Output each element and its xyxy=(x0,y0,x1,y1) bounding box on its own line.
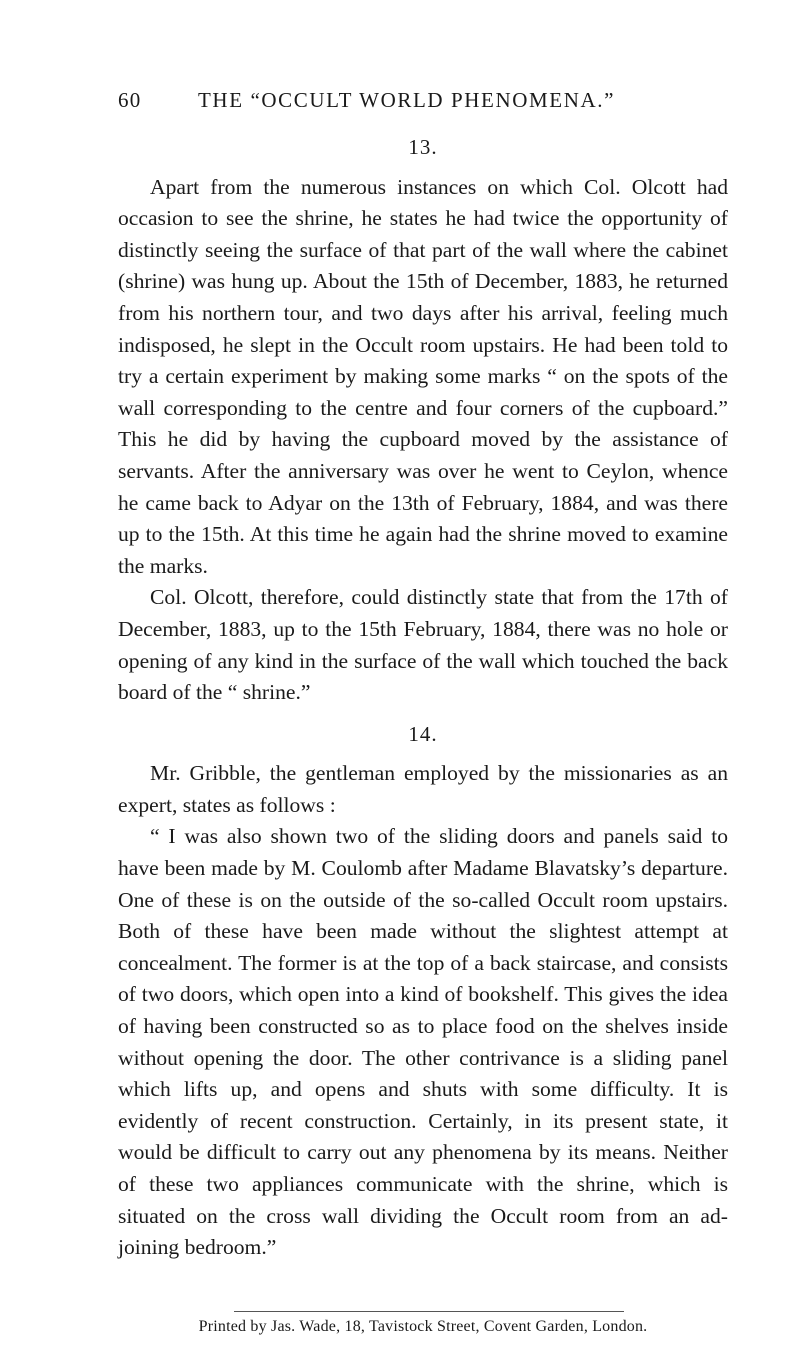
paragraph: Col. Olcott, therefore, could distinctly state that from the 17th of December, 1883, up to the 15th February, 1884, there was no hole or opening of any kind in the surface of the wall which touched the back board of the “ shrine.” xyxy=(118,585,728,705)
running-head xyxy=(118,88,728,118)
section-number: 13. xyxy=(408,135,438,159)
section-number: 14. xyxy=(408,721,438,746)
paragraph: Apart from the numerous instances on which Col. Olcott had occasion to see the shrine, he states he had twice the opportunity of distinctly seeing the surface of that part of the wall where the cabinet (shrine) was hung up. About the 15th of December, 1883, he returned from his northern tour, and two days after his arrival, feeling much indisposed, he slept in the Occult room upstairs. He had been told to try a certain experiment by making some marks “ on the spots of the wall corresponding to the centre and four corners of the cupboard.” This he did by having the cupboard moved by the assistance of servants. After the anniversary was over he went to Ceylon, whence he came back to Adyar on the 13th of February, 1884, and was there up to the 15th. At this time he again had the shrine moved to examine the marks. xyxy=(118,174,728,578)
section-13 xyxy=(118,132,728,709)
paragraph: Mr. Gribble, the gentleman employed by the missionaries as an expert, states as follows : xyxy=(118,761,728,817)
body-text xyxy=(118,132,728,1264)
running-title: THE “OCCULT WORLD PHENOMENA.” xyxy=(198,88,615,112)
paragraph: “ I was also shown two of the sliding doors and panels said to have been made by M. Coulomb after Madame Blavatsky’s departure. One of these is on the outside of the so-called Occult room upstairs. Both of these have been made without the slightest attempt at concealment. The former is at the top of a back staircase, and consists of two doors, which open into a kind of bookshelf. This gives the idea of having been constructed so as to place food on the shelves inside without opening the door. The other contrivance is a sliding panel which lifts up, and opens and shuts with some difficulty. It is evidently of recent construction. Certainly, in its present state, it would be difficult to carry out any phenomena by its means. Neither of these two appliances communicate with the shrine, which is situated on the cross wall dividing the Occult room from an ad- joining bedroom.” xyxy=(118,824,728,1260)
page-number: 60 xyxy=(118,88,142,112)
section-14 xyxy=(118,719,728,1264)
printer-imprint: Printed by Jas. Wade, 18, Tavistock Street, Covent Garden, London. xyxy=(198,1318,648,1335)
printer-rule xyxy=(234,1311,624,1312)
